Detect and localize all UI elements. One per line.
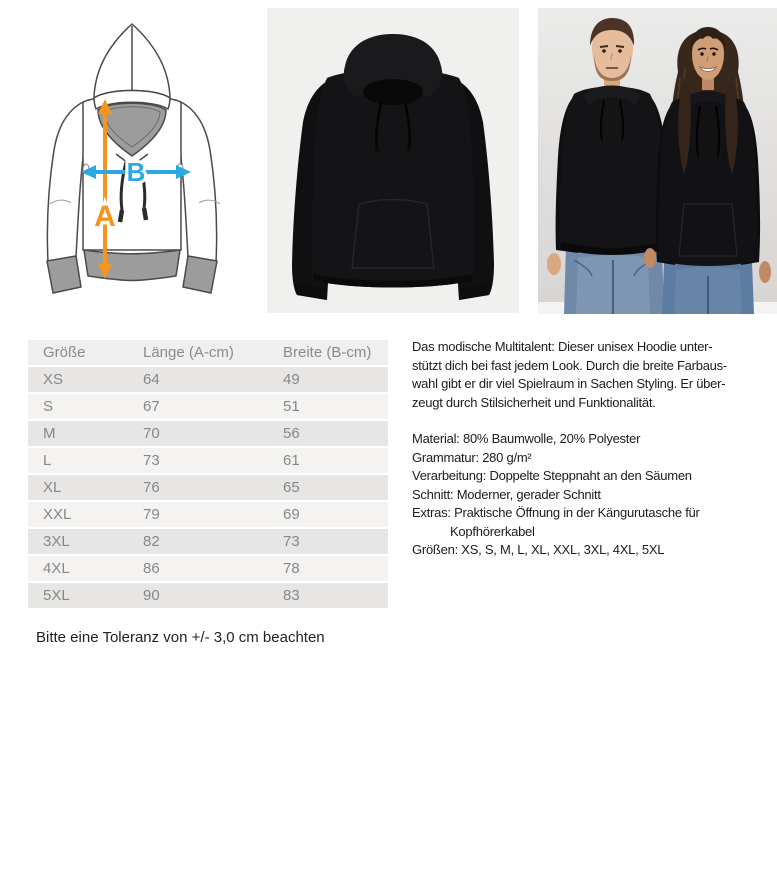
- detail-schnitt: Schnitt: Moderner, gerader Schnitt: [412, 486, 601, 502]
- table-row: [28, 367, 388, 392]
- description-line: wahl gibt er dir viel Spielraum in Sachen Styling. Er über-: [412, 376, 726, 391]
- width-cell: 78: [283, 560, 300, 577]
- detail-material: Material: 80% Baumwolle, 20% Polyester: [412, 431, 641, 446]
- size-cell: XXL: [43, 506, 72, 523]
- table-row: [28, 583, 388, 608]
- table-row: [28, 475, 388, 500]
- size-diagram-image: [20, 10, 250, 310]
- description-intro: [412, 338, 774, 412]
- product-photo-black-hoodie: [267, 8, 519, 313]
- table-row: [28, 394, 388, 419]
- product-description: [412, 338, 774, 560]
- size-cell: 4XL: [43, 560, 70, 577]
- table-row: [28, 502, 388, 527]
- length-cell: 67: [143, 398, 160, 415]
- width-cell: 83: [283, 587, 300, 604]
- column-header-size: Größe: [43, 344, 86, 361]
- models-wearing-hoodies-image: [538, 8, 777, 314]
- label-a: A: [94, 200, 116, 233]
- length-cell: 76: [143, 479, 160, 496]
- length-cell: 82: [143, 533, 160, 550]
- models-photo: [538, 8, 777, 314]
- detail-groessen: Größen: XS, S, M, L, XL, XXL, 3XL, 4XL, 5XL: [412, 542, 665, 557]
- label-b: B: [126, 157, 146, 187]
- detail-grammatur: Grammatur: 280 g/m²: [412, 449, 532, 465]
- detail-verarbeitung: Verarbeitung: Doppelte Steppnaht an den Säumen: [412, 468, 692, 483]
- size-cell: L: [43, 452, 52, 469]
- size-table-header-row: [28, 340, 388, 365]
- black-hoodie-front-image: [267, 8, 519, 313]
- width-cell: 69: [283, 506, 300, 523]
- column-header-length: Länge (A-cm): [143, 344, 234, 361]
- description-details: [412, 430, 774, 560]
- table-row: [28, 556, 388, 581]
- table-row: [28, 421, 388, 446]
- length-cell: 73: [143, 452, 160, 469]
- size-cell: 3XL: [43, 533, 70, 550]
- table-row: [28, 448, 388, 473]
- size-cell: M: [43, 425, 56, 442]
- size-cell: XL: [43, 479, 62, 496]
- description-line: Das modische Multitalent: Dieser unisex Hoodie unter-: [412, 339, 713, 354]
- description-line: stützt dich bei fast jedem Look. Durch die breite Farbaus-: [412, 357, 727, 373]
- size-cell: S: [43, 398, 54, 415]
- size-cell: 5XL: [43, 587, 70, 604]
- tolerance-note: Bitte eine Toleranz von +/- 3,0 cm beachten: [36, 629, 325, 646]
- length-cell: 70: [143, 425, 160, 442]
- description-line: zeugt durch Stilsicherheit und Funktionalität.: [412, 394, 656, 410]
- length-cell: 64: [143, 371, 160, 388]
- width-cell: 51: [283, 398, 300, 415]
- size-cell: XS: [43, 371, 64, 388]
- detail-extras: Extras: Praktische Öffnung in der Kängurutasche für: [412, 505, 700, 520]
- width-cell: 61: [283, 452, 300, 469]
- width-cell: 56: [283, 425, 300, 442]
- length-cell: 86: [143, 560, 160, 577]
- table-row: [28, 529, 388, 554]
- width-cell: 49: [283, 371, 300, 388]
- length-cell: 79: [143, 506, 160, 523]
- column-header-width: Breite (B-cm): [283, 344, 372, 361]
- detail-extras-wrap: Kopfhörerkabel: [450, 523, 535, 539]
- length-cell: 90: [143, 587, 160, 604]
- size-table: [28, 340, 388, 610]
- width-cell: 65: [283, 479, 300, 496]
- width-cell: 73: [283, 533, 300, 550]
- hoodie-measurement-diagram: [20, 10, 250, 310]
